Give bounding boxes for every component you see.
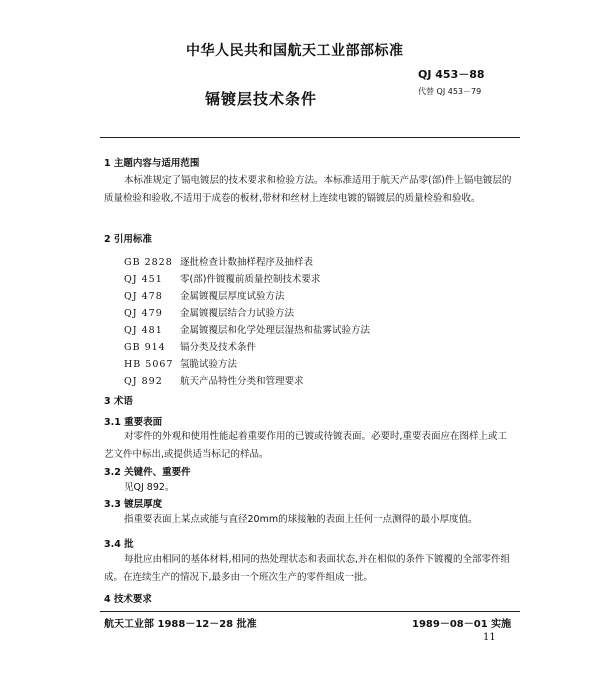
section-3-1-paragraph: 对零件的外观和使用性能起着重要作用的已镀或待镀表面。必要时,重要表面应在图样上或工艺文件中标出,或提供适当标记的样品。 xyxy=(104,431,508,460)
reference-item xyxy=(124,271,320,285)
section-3-4-heading: 3.4 批 xyxy=(104,539,134,550)
section-3-3-heading: 3.3 镀层厚度 xyxy=(104,499,163,510)
section-3-heading: 3 术语 xyxy=(104,396,133,407)
reference-item xyxy=(124,288,285,302)
reference-item xyxy=(124,373,304,387)
reference-code: HB 5067 xyxy=(124,359,174,370)
reference-title: 逐批检查计数抽样程序及抽样表 xyxy=(180,257,314,268)
approval-date: 航天工业部 1988－12－28 批准 xyxy=(104,619,257,630)
replaces-note: 代替 QJ 453－79 xyxy=(418,87,482,96)
ministry-heading: 中华人民共和国航天工业部部标准 xyxy=(186,43,404,59)
section-2-heading: 2 引用标准 xyxy=(104,234,152,245)
reference-code: QJ 892 xyxy=(124,376,163,387)
section-3-4-paragraph: 每批应由相同的基体材料,相同的热处理状态和表面状态,并在相似的条件下镀覆的全部零件组成。在连续生产的情况下,最多由一个班次生产的零件组成一批。 xyxy=(104,554,511,583)
standard-code: QJ 453－88 xyxy=(418,68,485,81)
reference-item xyxy=(124,339,256,353)
reference-code: QJ 479 xyxy=(124,308,163,319)
reference-item xyxy=(124,254,313,268)
header-rule xyxy=(100,137,520,138)
reference-title: 航天产品特性分类和管理要求 xyxy=(180,376,304,387)
reference-title: 金属镀覆层和化学处理层湿热和盐雾试验方法 xyxy=(180,325,371,336)
reference-code: QJ 478 xyxy=(124,291,163,302)
reference-title: 镉分类及技术条件 xyxy=(180,342,257,353)
reference-title: 金属镀覆层厚度试验方法 xyxy=(180,291,285,302)
section-3-3-paragraph: 指重要表面上某点或能与直径20mm的球接触的表面上任何一点测得的最小厚度值。 xyxy=(124,514,478,525)
footer-rule xyxy=(100,611,520,612)
reference-code: QJ 451 xyxy=(124,274,163,285)
reference-code: GB 914 xyxy=(124,342,166,353)
section-3-2-heading: 3.2 关键件、重要件 xyxy=(104,467,191,478)
page-number: 11 xyxy=(483,632,496,643)
section-1-paragraph: 本标准规定了镉电镀层的技术要求和检验方法。本标准适用于航天产品零(部)件上镉电镀层的质量检验和验收,不适用于成卷的板材,带材和丝材上连续电镀的镉镀层的质量检验和验收。 xyxy=(104,175,512,204)
effective-date: 1989－08－01 实施 xyxy=(412,619,512,630)
reference-code: GB 2828 xyxy=(124,257,173,268)
reference-title: 金属镀覆层结合力试验方法 xyxy=(180,308,295,319)
section-3-1-heading: 3.1 重要表面 xyxy=(104,417,163,428)
reference-title: 氢脆试验方法 xyxy=(180,359,238,370)
section-4-heading: 4 技术要求 xyxy=(104,594,152,605)
document-title: 镉镀层技术条件 xyxy=(205,90,318,108)
reference-title: 零(部)件镀覆前质量控制技术要求 xyxy=(180,274,321,285)
reference-code: QJ 481 xyxy=(124,325,163,336)
reference-item xyxy=(124,305,294,319)
reference-item xyxy=(124,356,237,370)
section-1-heading: 1 主题内容与适用范围 xyxy=(104,158,200,169)
reference-item xyxy=(124,322,370,336)
section-3-2-text: 见QJ 892。 xyxy=(124,482,175,493)
